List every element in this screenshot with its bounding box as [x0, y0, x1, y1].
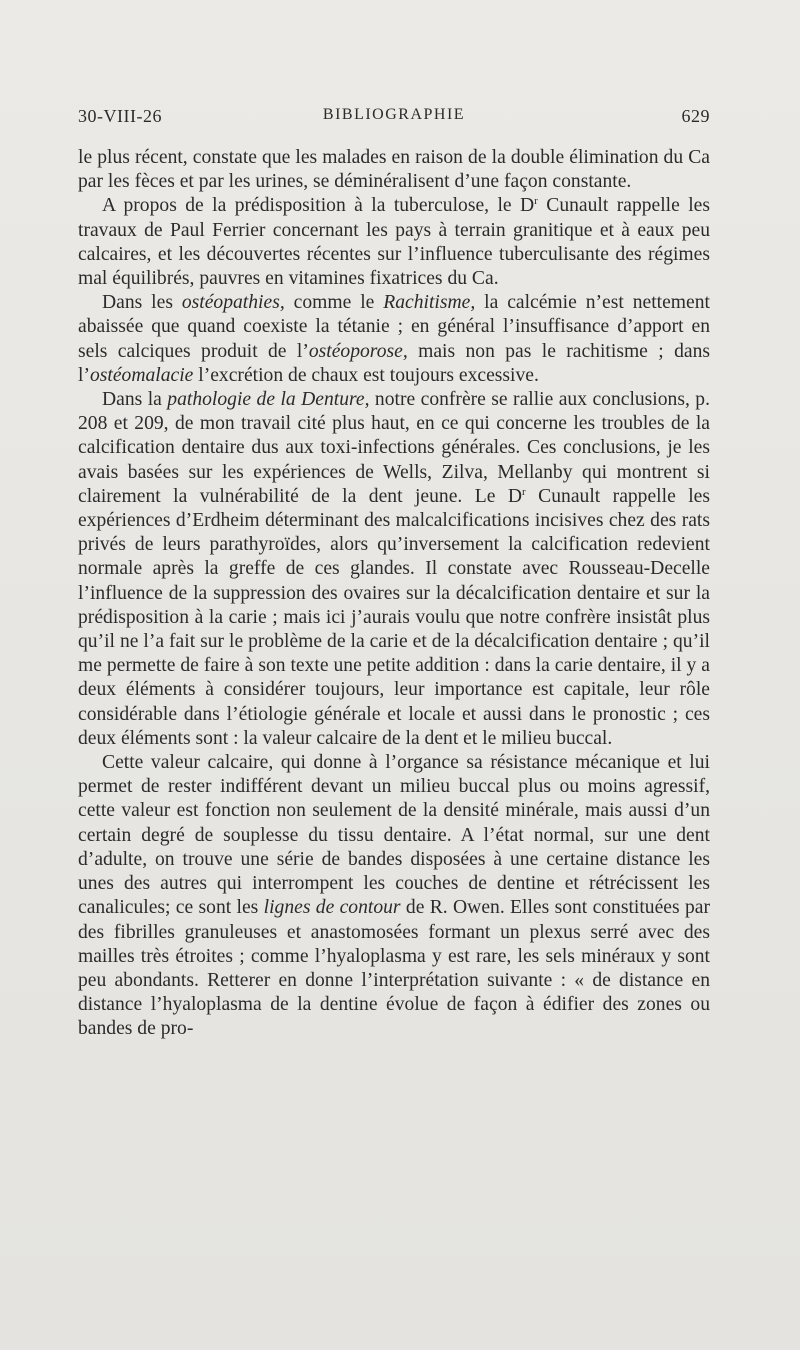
paragraph	[78, 291, 710, 388]
header-date: 30-VIII-26	[78, 106, 162, 126]
superscript: r	[522, 485, 526, 498]
body-text	[78, 146, 710, 1042]
paragraph	[78, 388, 710, 751]
italic-text: ostéoporose,	[308, 340, 408, 362]
paragraph	[78, 751, 710, 1041]
text-run: Dans les	[102, 292, 182, 314]
text-run: notre confrère se rallie aux conclusions, p. 208 et 209, de mon travail cité plus haut, en ce qui concerne les troubles de la calcification dentaire dus aux toxi-infections générales. Ces conclusions, je les avais basées sur les expériences de Wells, Zilva, Mellanby qui montrent si clairement la vulnérabilité de la dent jeune. Le D	[78, 389, 710, 507]
text-run: de R. Owen. Elles sont constituées par des fibrilles granuleuses et anastomosées formant un plexus serré avec des mailles très étroites ; comme l’hyaloplasma y est rare, les sels minéraux y sont peu abondants. Retterer en donne l’interprétation suivante : « de distance en distance l’hyaloplasma de la dentine évolue de façon à édifier des zones ou bandes de pro-	[78, 897, 710, 1040]
text-run: A propos de la prédisposition à la tuberculose, le D	[102, 195, 535, 217]
text-run: le plus récent, constate que les malades en raison de la double élimination du Ca par les fèces et par les urines, se déminéralisent d’une façon constante.	[78, 147, 710, 193]
italic-text: ostéopathies,	[181, 292, 285, 314]
text-run: Cunault rappelle les travaux de Paul Ferrier concernant les pays à terrain granitique et à eaux peu calcaires, et les découvertes récentes sur l’influence tuberculisante des régimes mal équilibrés, pauvres en vitamines fixatrices du Ca.	[78, 195, 710, 290]
paragraph	[78, 146, 710, 194]
italic-text: pathologie de la Denture,	[167, 389, 370, 411]
page-number: 629	[681, 106, 710, 126]
text-run: l’excrétion de chaux est toujours excessive.	[193, 364, 539, 386]
running-header	[78, 106, 710, 132]
paragraph	[78, 194, 710, 291]
italic-text: ostéomalacie	[89, 364, 194, 386]
superscript: r	[534, 195, 538, 208]
text-run: Cunault rappelle les expériences d’Erdheim déterminant des malcalcifications incisives chez des rats privés de leurs parathyroïdes, alors qu’inversement la calcification redevient normale après la greffe de ces glandes. Il constate avec Rousseau-Decelle l’influence de la suppression des ovaires sur la décalcification dentaire et sur la prédisposition à la carie ; mais ici j’aurais voulu que notre confrère insistât plus qu’il ne l’a fait sur le problème de la carie et de la décalcification dentaire ; qu’il me permette de faire à son texte une petite addition : dans la carie dentaire, il y a deux éléments à considérer toujours, leur importance est capitale, leur rôle considérable dans l’étiologie générale et locale et aussi dans le pronostic ; ces deux éléments sont : la valeur calcaire de la dent et le milieu buccal.	[78, 485, 710, 749]
header-section-title: BIBLIOGRAPHIE	[322, 106, 466, 123]
text-run: comme le	[284, 292, 384, 314]
italic-text: Rachitisme,	[383, 292, 476, 314]
text-run: mais non pas le rachitisme ; dans l’	[78, 340, 710, 386]
italic-text: lignes de contour	[263, 897, 401, 919]
text-run: la calcémie n’est nettement abaissée que quand coexiste la tétanie ; en général l’insuffisance d’apport en sels calciques produit de l’	[78, 292, 710, 362]
text-run: Cette valeur calcaire, qui donne à l’organce sa résistance mécanique et lui permet de rester indifférent devant un milieu buccal plus ou moins agressif, cette valeur est fonction non seulement de la densité minérale, mais aussi d’un certain degré de souplesse du tissu dentaire. A l’état normal, sur une dent d’adulte, on trouve une série de bandes disposées à une certaine distance les unes des autres qui interrompent les couches de dentine et rétrécissent les canalicules; ce sont les	[78, 752, 710, 919]
text-run: Dans la	[102, 389, 168, 411]
